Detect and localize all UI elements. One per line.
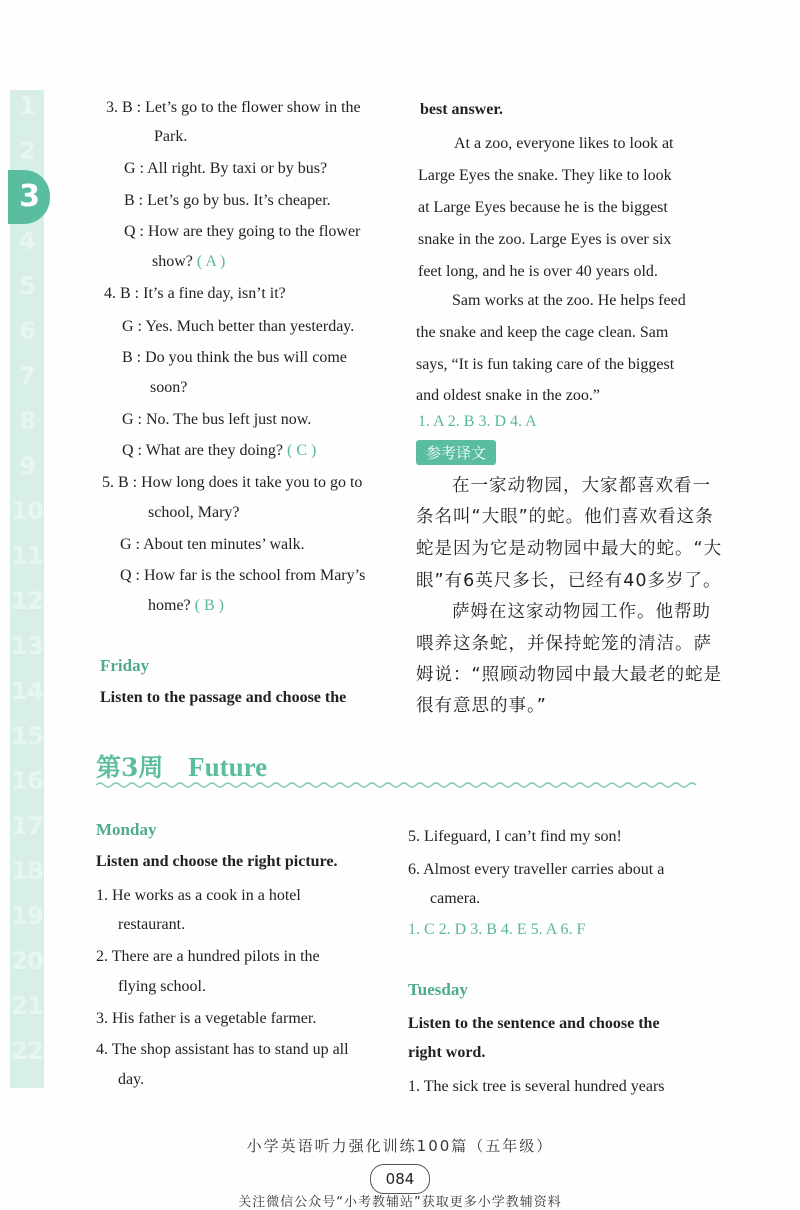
line-text: 眼”有6英尺多长，已经有40多岁了。 — [416, 571, 722, 591]
line-text: soon? — [150, 379, 188, 396]
translation-line — [416, 664, 722, 686]
line-text: 在一家动物园，大家都喜欢看一 — [452, 476, 711, 496]
line-text: G : About ten minutes’ walk. — [120, 536, 305, 553]
question-line — [96, 886, 301, 906]
page-number: 084 — [370, 1164, 430, 1194]
line-text: 条名叫“大眼”的蛇。他们喜欢看这条 — [416, 507, 714, 527]
line-text: 4. B : It’s a fine day, isn’t it? — [104, 285, 286, 302]
dialogue-line — [154, 127, 187, 147]
line-text: G : Yes. Much better than yesterday. — [122, 318, 355, 335]
translation-line — [416, 570, 721, 592]
translation-line — [416, 633, 712, 655]
question-line — [408, 827, 622, 847]
passage-line — [416, 355, 674, 375]
chapter-tab-19: 19 — [11, 902, 43, 930]
line-text: says, “It is fun taking care of the biggest — [416, 356, 675, 373]
dialogue-line — [104, 284, 286, 304]
line-text: 4. The shop assistant has to stand up all — [96, 1041, 349, 1058]
line-text: and oldest snake in the zoo.” — [416, 387, 600, 404]
line-text: B : Let’s go by bus. It’s cheaper. — [124, 192, 331, 209]
line-text: Q : What are they doing? — [122, 442, 283, 459]
chapter-tab-10: 10 — [11, 497, 43, 525]
week-label: 第3周 — [96, 753, 164, 782]
promo-line: 关注微信公众号“小考教辅站”获取更多小学教辅资料 — [238, 1195, 562, 1210]
chapter-tab-21: 21 — [11, 992, 43, 1020]
dialogue-column — [100, 92, 400, 632]
chapter-tab-4: 4 — [19, 227, 35, 255]
chapter-tab-2: 2 — [19, 137, 35, 165]
line-text: 1. He works as a cook in a hotel — [96, 887, 301, 904]
dialogue-line — [120, 535, 305, 555]
chapter-tab-18: 18 — [11, 857, 43, 885]
chapter-tab-12: 12 — [11, 587, 43, 615]
chapter-tab-16: 16 — [11, 767, 43, 795]
chapter-tab-14: 14 — [11, 677, 43, 705]
line-text: show? — [152, 253, 193, 270]
passage-line — [420, 100, 503, 120]
line-text: 3. His father is a vegetable farmer. — [96, 1010, 317, 1027]
tuesday-question-1: 1. The sick tree is several hundred years — [408, 1078, 665, 1095]
passage-line — [452, 291, 686, 311]
passage-line — [418, 230, 671, 250]
chapter-tab-22: 22 — [11, 1037, 43, 1065]
line-text: 喂养这条蛇，并保持蛇笼的清洁。萨 — [416, 634, 712, 654]
translation-line — [416, 695, 547, 717]
line-text: B : Do you think the bus will come — [122, 349, 347, 366]
monday-instruction: Listen and choose the right picture. — [96, 853, 338, 870]
line-text: Park. — [154, 128, 188, 145]
friday-section — [100, 654, 400, 714]
line-text: 6. Almost every traveller carries about a — [408, 861, 665, 878]
line-text: 蛇是因为它是动物园中最大的蛇。“大 — [416, 539, 723, 559]
chapter-tab-15: 15 — [11, 722, 43, 750]
friday-instruction: Listen to the passage and choose the — [100, 689, 347, 706]
line-text: 很有意思的事。” — [416, 696, 547, 716]
chapter-tab-8: 8 — [19, 407, 35, 435]
line-text: G : No. The bus left just now. — [122, 411, 312, 428]
line-text: the snake and keep the cage clean. Sam — [416, 324, 669, 341]
chapter-tab-1: 1 — [19, 92, 35, 120]
line-text: at Large Eyes because he is the biggest — [418, 199, 668, 216]
line-text: 5. B : How long does it take you to go to — [102, 474, 363, 491]
line-text: 5. Lifeguard, I can’t find my son! — [408, 828, 622, 845]
question-line — [96, 947, 320, 967]
dialogue-line — [122, 441, 316, 461]
translation-line — [452, 475, 711, 497]
translation-line — [452, 601, 711, 623]
dialogue-line — [106, 98, 361, 118]
line-text: restaurant. — [118, 916, 186, 933]
answer-mark: ( A ) — [196, 253, 226, 270]
line-text: 萨姆在这家动物园工作。他帮助 — [452, 602, 711, 622]
question-line — [96, 1009, 316, 1029]
friday-heading: Friday — [100, 656, 150, 675]
passage-line — [418, 198, 668, 218]
line-text: day. — [118, 1071, 145, 1088]
translation-line — [416, 506, 714, 528]
tuesday-instruction-1: Listen to the sentence and choose the — [408, 1015, 660, 1032]
chapter-tab-3: 3 — [8, 170, 50, 224]
line-text: 姆说：“照顾动物园中最大最老的蛇是 — [416, 665, 723, 685]
dialogue-line — [124, 159, 327, 179]
line-text: Q : How far is the school from Mary’s — [120, 567, 366, 584]
translation-line — [416, 538, 722, 560]
chapter-tab-5: 5 — [19, 272, 35, 300]
line-text: Sam works at the zoo. He helps feed — [452, 292, 686, 309]
chapter-tab-9: 9 — [19, 452, 35, 480]
monday-answers: 1. C 2. D 3. B 4. E 5. A 6. F — [408, 921, 586, 938]
line-text: flying school. — [118, 978, 206, 995]
answer-mark: ( C ) — [286, 442, 317, 459]
line-text: school, Mary? — [148, 504, 240, 521]
question-line — [96, 1040, 349, 1060]
book-title: 小学英语听力强化训练100篇（五年级） — [246, 1137, 554, 1155]
line-text: feet long, and he is over 40 years old. — [418, 263, 658, 280]
dialogue-line — [124, 191, 331, 211]
dialogue-line — [124, 222, 360, 242]
chapter-tab-20: 20 — [11, 947, 43, 975]
question-line — [118, 1070, 144, 1090]
dialogue-line — [120, 566, 365, 586]
reference-translation-tag: 参考译文 — [416, 440, 496, 465]
chapter-tab-13: 13 — [11, 632, 43, 660]
passage-line — [418, 166, 672, 186]
answer-mark: ( B ) — [194, 597, 224, 614]
line-text: 3. B : Let’s go to the flower show in the — [106, 99, 361, 116]
line-text: 2. There are a hundred pilots in the — [96, 948, 320, 965]
line-text: camera. — [430, 890, 481, 907]
monday-heading: Monday — [96, 820, 157, 839]
passage-line — [416, 323, 668, 343]
tuesday-instruction-2: right word. — [408, 1044, 486, 1061]
dialogue-line — [122, 348, 347, 368]
dialogue-line — [152, 252, 225, 272]
passage-line — [416, 386, 600, 406]
dialogue-line — [102, 473, 362, 493]
line-text: home? — [148, 597, 191, 614]
dialogue-line — [122, 410, 311, 430]
chapter-tab-6: 6 — [19, 317, 35, 345]
line-text: Large Eyes the snake. They like to look — [418, 167, 672, 184]
dialogue-line — [148, 503, 240, 523]
chapter-tab-17: 17 — [11, 812, 43, 840]
tuesday-heading: Tuesday — [408, 980, 468, 999]
chapter-tab-11: 11 — [11, 542, 43, 570]
week-title: Future — [188, 752, 268, 782]
dialogue-line — [150, 378, 187, 398]
line-text: snake in the zoo. Large Eyes is over six — [418, 231, 672, 248]
line-text: Q : How are they going to the flower — [124, 223, 361, 240]
passage-line — [418, 262, 658, 282]
chapter-tabs — [10, 90, 44, 1088]
question-line — [118, 915, 185, 935]
friday-answers: 1. A 2. B 3. D 4. A — [418, 413, 537, 430]
dialogue-line — [148, 596, 224, 616]
wavy-divider — [96, 778, 698, 792]
chapter-tab-7: 7 — [19, 362, 35, 390]
line-text: G : All right. By taxi or by bus? — [124, 160, 328, 177]
question-line — [408, 860, 664, 880]
passage-line — [454, 134, 674, 154]
question-line — [430, 889, 480, 909]
line-text: best answer. — [420, 101, 503, 118]
line-text: At a zoo, everyone likes to look at — [454, 135, 674, 152]
dialogue-line — [122, 317, 354, 337]
question-line — [118, 977, 206, 997]
